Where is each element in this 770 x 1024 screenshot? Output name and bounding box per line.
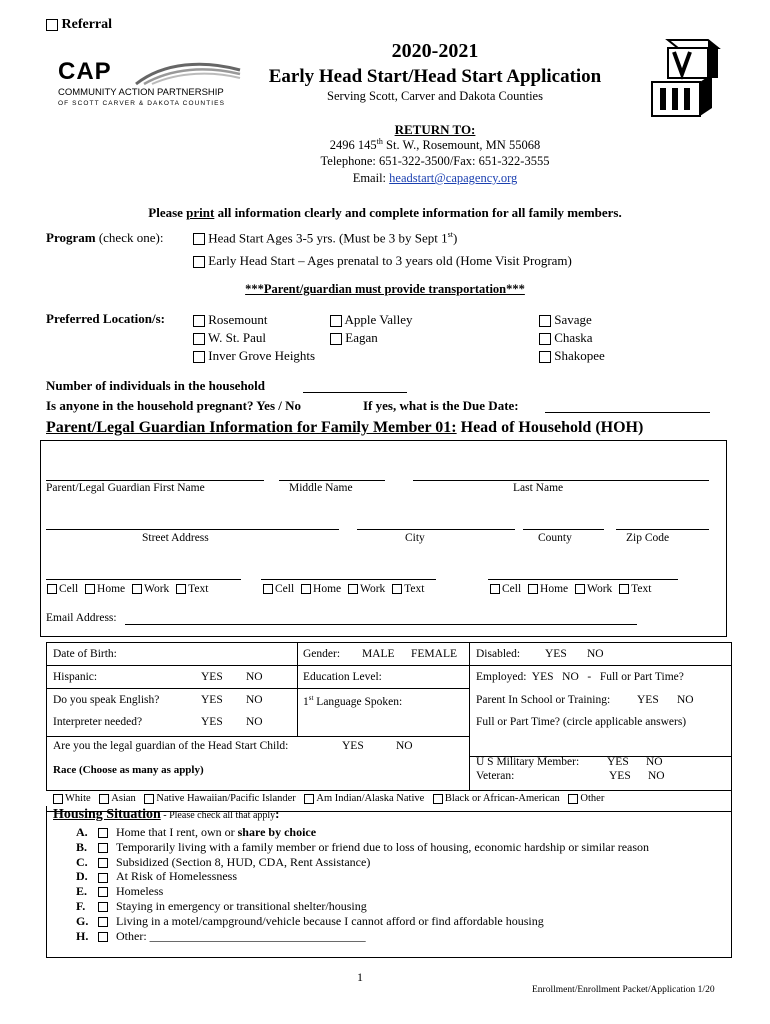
first-language-sup: st bbox=[308, 694, 314, 702]
race-hawaiian-checkbox[interactable] bbox=[144, 794, 154, 804]
zip-code-field[interactable] bbox=[616, 529, 709, 530]
location-label: Savage bbox=[554, 312, 592, 327]
location-rosemount[interactable] bbox=[193, 311, 315, 329]
housing-option-f[interactable] bbox=[76, 899, 649, 914]
housing-option-g[interactable] bbox=[76, 914, 649, 929]
housing-letter: D. bbox=[76, 869, 88, 884]
school-yes-option[interactable]: YES bbox=[637, 694, 659, 706]
phone-2-field[interactable] bbox=[261, 579, 436, 580]
email-line bbox=[220, 171, 650, 186]
full-part-time-label: Full or Part Time? (circle applicable answers) bbox=[476, 716, 687, 728]
grid-top-border bbox=[46, 642, 732, 643]
housing-text: Staying in emergency or transitional shelter/housing bbox=[116, 898, 367, 913]
housing-checkbox[interactable] bbox=[98, 902, 108, 912]
grid-divider-1 bbox=[297, 642, 298, 736]
home-checkbox[interactable] bbox=[85, 584, 95, 594]
housing-checkbox[interactable] bbox=[98, 932, 108, 942]
text-checkbox[interactable] bbox=[392, 584, 402, 594]
interpreter-label: Interpreter needed? bbox=[53, 716, 143, 728]
form-title: Early Head Start/Head Start Application bbox=[268, 66, 602, 87]
housing-text: Subsidized (Section 8, HUD, CDA, Rent Assistance) bbox=[116, 854, 371, 869]
home-label: Home bbox=[313, 583, 342, 595]
text-checkbox[interactable] bbox=[619, 584, 629, 594]
housing-checkbox[interactable] bbox=[98, 843, 108, 853]
gender-male-option[interactable]: MALE bbox=[362, 648, 395, 660]
guardian-no-option[interactable]: NO bbox=[396, 740, 413, 752]
hispanic-yes-option[interactable]: YES bbox=[201, 671, 223, 683]
veteran-label: Veteran: bbox=[476, 770, 515, 782]
disabled-no-option[interactable]: NO bbox=[587, 648, 604, 660]
race-black-checkbox[interactable] bbox=[433, 794, 443, 804]
work-label: Work bbox=[360, 583, 386, 595]
location-column-3 bbox=[539, 311, 605, 365]
section-title-main: Parent/Legal Guardian Information for Family Member 01: bbox=[46, 419, 457, 436]
housing-checkbox[interactable] bbox=[98, 858, 108, 868]
housing-checkbox[interactable] bbox=[98, 917, 108, 927]
blocks-icon bbox=[648, 38, 722, 118]
first-name-field[interactable] bbox=[46, 480, 264, 481]
instructions-pre: Please bbox=[148, 205, 187, 220]
housing-option-c[interactable] bbox=[76, 855, 649, 870]
race-white-label: White bbox=[65, 793, 91, 804]
location-checkbox[interactable] bbox=[539, 351, 551, 363]
english-no-option[interactable]: NO bbox=[246, 694, 263, 706]
cell-label: Cell bbox=[59, 583, 79, 595]
race-hawaiian-label: Native Hawaiian/Pacific Islander bbox=[156, 793, 296, 804]
employed-label: Employed: YES NO - Full or Part Time? bbox=[476, 671, 684, 683]
county-label: County bbox=[538, 532, 572, 544]
location-column-2 bbox=[330, 311, 413, 347]
instructions-print: print bbox=[186, 205, 215, 220]
location-eagan[interactable] bbox=[330, 329, 413, 347]
disabled-label: Disabled: bbox=[476, 648, 521, 660]
legal-guardian-label: Are you the legal guardian of the Head Start Child: bbox=[53, 740, 289, 752]
first-language-num: 1 bbox=[303, 695, 309, 708]
location-inver-grove-heights[interactable] bbox=[193, 347, 315, 365]
housing-letter: H. bbox=[76, 928, 89, 943]
location-label: Chaska bbox=[554, 330, 593, 345]
race-other-label: Other bbox=[580, 793, 605, 804]
program-label bbox=[46, 230, 163, 246]
head-start-label: Head Start Ages 3-5 yrs. (Must be 3 by Sept 1 bbox=[208, 230, 448, 246]
hispanic-label: Hispanic: bbox=[53, 671, 98, 683]
grid-row-line-5 bbox=[46, 790, 732, 791]
housing-option-b[interactable] bbox=[76, 840, 649, 855]
race-other-checkbox[interactable] bbox=[568, 794, 578, 804]
location-apple-valley[interactable] bbox=[330, 311, 413, 329]
guardian-yes-option[interactable]: YES bbox=[342, 740, 364, 752]
due-date-label: If yes, what is the Due Date: bbox=[363, 398, 519, 413]
middle-name-label: Middle Name bbox=[289, 482, 353, 494]
work-checkbox[interactable] bbox=[575, 584, 585, 594]
location-checkbox[interactable] bbox=[539, 315, 551, 327]
first-language-text: Language Spoken: bbox=[313, 695, 403, 708]
military-no-option[interactable]: NO bbox=[646, 756, 663, 768]
form-year: 2020-2021 bbox=[391, 40, 479, 62]
housing-checkbox[interactable] bbox=[98, 887, 108, 897]
text-checkbox[interactable] bbox=[176, 584, 186, 594]
disabled-yes-option[interactable]: YES bbox=[545, 648, 567, 660]
housing-letter: C. bbox=[76, 854, 88, 869]
gender-female-option[interactable]: FEMALE bbox=[411, 648, 457, 660]
email-address-label: Email Address: bbox=[46, 612, 117, 624]
footer-code: Enrollment/Enrollment Packet/Application 1/20 bbox=[532, 985, 715, 995]
work-label: Work bbox=[587, 583, 613, 595]
cell-checkbox[interactable] bbox=[490, 584, 500, 594]
email-link[interactable]: headstart@capagency.org bbox=[389, 171, 518, 185]
logo-wordmark: CAP bbox=[58, 58, 112, 85]
email-line-label: Email: bbox=[352, 171, 390, 185]
form-subtitle: Serving Scott, Carver and Dakota Counties bbox=[327, 89, 543, 103]
address-suffix: th bbox=[376, 137, 383, 146]
race-options bbox=[53, 793, 604, 804]
phone-2-type bbox=[263, 583, 424, 595]
home-label: Home bbox=[540, 583, 569, 595]
race-am-indian-checkbox[interactable] bbox=[304, 794, 314, 804]
telephone-fax: Telephone: 651-322-3500/Fax: 651-322-3555 bbox=[320, 154, 550, 168]
referral-label: Referral bbox=[61, 17, 113, 32]
housing-colon: : bbox=[275, 806, 280, 821]
race-asian-label: Asian bbox=[111, 793, 136, 804]
instructions-post: all information clearly and complete information for all family members. bbox=[214, 205, 622, 220]
race-asian-checkbox[interactable] bbox=[99, 794, 109, 804]
early-head-start-label: Early Head Start – Ages prenatal to 3 years old (Home Visit Program) bbox=[208, 253, 572, 268]
program-option-head-start[interactable] bbox=[193, 230, 457, 246]
housing-checkbox[interactable] bbox=[98, 828, 108, 838]
race-am-indian-label: Am Indian/Alaska Native bbox=[316, 793, 425, 804]
education-level-label: Education Level: bbox=[303, 671, 382, 683]
work-checkbox[interactable] bbox=[132, 584, 142, 594]
housing-option-a[interactable] bbox=[76, 825, 649, 840]
housing-text: At Risk of Homelessness bbox=[116, 869, 237, 884]
location-checkbox[interactable] bbox=[330, 333, 342, 345]
logo-line2: OF SCOTT CARVER & DAKOTA COUNTIES bbox=[58, 100, 226, 107]
grid-row-line-3 bbox=[46, 736, 469, 737]
grid-row-line-2 bbox=[46, 688, 469, 689]
housing-checkbox[interactable] bbox=[98, 873, 108, 883]
housing-text-bold: share by choice bbox=[237, 825, 317, 839]
city-field[interactable] bbox=[357, 529, 515, 530]
home-checkbox[interactable] bbox=[528, 584, 538, 594]
housing-text: Temporarily living with a family member or friend due to loss of housing, economic hardship or similar reason bbox=[116, 839, 650, 854]
cell-label: Cell bbox=[275, 583, 295, 595]
housing-text: Home that I rent, own or bbox=[116, 825, 238, 839]
last-name-label: Last Name bbox=[513, 482, 564, 494]
housing-option-d[interactable] bbox=[76, 869, 649, 884]
housing-option-h[interactable] bbox=[76, 929, 649, 944]
household-count-field[interactable] bbox=[303, 392, 407, 393]
address-street-number: 2496 145 bbox=[329, 138, 377, 153]
location-checkbox[interactable] bbox=[539, 333, 551, 345]
housing-text: Homeless bbox=[116, 884, 164, 899]
last-name-field[interactable] bbox=[413, 480, 709, 481]
referral-option[interactable] bbox=[46, 17, 112, 33]
interpreter-yes-option[interactable]: YES bbox=[201, 716, 223, 728]
due-date-field[interactable] bbox=[545, 412, 710, 413]
instructions bbox=[40, 205, 730, 221]
location-checkbox[interactable] bbox=[193, 333, 205, 345]
location-label: Eagan bbox=[345, 330, 378, 345]
cap-logo bbox=[56, 58, 246, 112]
address-rest: St. W., Rosemount, MN 55068 bbox=[382, 138, 541, 153]
housing-letter: G. bbox=[76, 913, 89, 928]
middle-name-field[interactable] bbox=[279, 480, 385, 481]
first-language-label bbox=[303, 694, 402, 708]
city-label: City bbox=[405, 532, 425, 544]
grid-row-line-1 bbox=[46, 665, 732, 666]
location-checkbox[interactable] bbox=[330, 315, 342, 327]
return-to-label: RETURN TO: bbox=[394, 122, 476, 137]
school-no-option[interactable]: NO bbox=[677, 694, 694, 706]
military-member-label: U S Military Member: bbox=[476, 756, 580, 768]
location-checkbox[interactable] bbox=[193, 351, 205, 363]
location-label: Rosemount bbox=[208, 312, 268, 327]
housing-letter: B. bbox=[76, 839, 88, 854]
head-start-paren: ) bbox=[452, 230, 458, 246]
race-label: Race (Choose as many as apply) bbox=[53, 764, 204, 776]
text-label: Text bbox=[404, 583, 425, 595]
location-checkbox[interactable] bbox=[193, 315, 205, 327]
section-title-hoh: Head of Household (HOH) bbox=[456, 419, 644, 436]
veteran-yes-option[interactable]: YES bbox=[609, 770, 631, 782]
location-shakopee[interactable] bbox=[539, 347, 605, 365]
street-address-label: Street Address bbox=[142, 532, 209, 544]
military-yes-option[interactable]: YES bbox=[607, 756, 629, 768]
cell-checkbox[interactable] bbox=[263, 584, 273, 594]
veteran-no-option[interactable]: NO bbox=[648, 770, 665, 782]
text-label: Text bbox=[188, 583, 209, 595]
housing-option-e[interactable] bbox=[76, 884, 649, 899]
gender-label: Gender: bbox=[303, 648, 341, 660]
interpreter-no-option[interactable]: NO bbox=[246, 716, 263, 728]
cell-checkbox[interactable] bbox=[47, 584, 57, 594]
household-count-label: Number of individuals in the household bbox=[46, 378, 266, 393]
work-label: Work bbox=[144, 583, 170, 595]
program-label-suffix: (check one): bbox=[95, 230, 164, 245]
text-label: Text bbox=[631, 583, 652, 595]
english-yes-option[interactable]: YES bbox=[201, 694, 223, 706]
transport-note bbox=[40, 282, 730, 297]
location-label: W. St. Paul bbox=[208, 330, 267, 345]
county-field[interactable] bbox=[523, 529, 604, 530]
housing-options bbox=[76, 825, 649, 943]
zip-code-label: Zip Code bbox=[626, 532, 670, 544]
early-head-start-checkbox[interactable] bbox=[193, 256, 205, 268]
home-checkbox[interactable] bbox=[301, 584, 311, 594]
phone-1-field[interactable] bbox=[46, 579, 241, 580]
location-label: Inver Grove Heights bbox=[208, 348, 316, 363]
referral-checkbox[interactable] bbox=[46, 19, 58, 31]
section-title bbox=[46, 419, 643, 437]
street-address-field[interactable] bbox=[46, 529, 339, 530]
race-black-label: Black or African-American bbox=[444, 793, 560, 804]
logo-line1: COMMUNITY ACTION PARTNERSHIP bbox=[58, 87, 224, 98]
location-savage[interactable] bbox=[539, 311, 605, 329]
housing-letter: F. bbox=[76, 898, 86, 913]
dob-label: Date of Birth: bbox=[53, 648, 117, 660]
email-address-field[interactable] bbox=[125, 624, 637, 625]
race-white-checkbox[interactable] bbox=[53, 794, 63, 804]
phone-3-field[interactable] bbox=[488, 579, 678, 580]
housing-title: Housing Situation bbox=[53, 807, 161, 822]
program-option-early-head-start[interactable] bbox=[193, 253, 572, 269]
phone-1-type bbox=[47, 583, 208, 595]
housing-title-row bbox=[53, 806, 280, 823]
housing-note: - Please check all that apply bbox=[160, 810, 276, 821]
speak-english-label: Do you speak English? bbox=[53, 694, 160, 706]
pregnant-label: Is anyone in the household pregnant? Yes / No bbox=[46, 398, 301, 413]
home-label: Home bbox=[97, 583, 126, 595]
housing-text: Other: ____________________________________ bbox=[116, 928, 366, 943]
housing-letter: A. bbox=[76, 825, 88, 839]
transport-note-text: ***Parent/guardian must provide transportation*** bbox=[245, 282, 525, 296]
location-label: Apple Valley bbox=[344, 312, 413, 327]
page-number: 1 bbox=[357, 970, 363, 984]
phone-3-type bbox=[490, 583, 651, 595]
location-w-st-paul[interactable] bbox=[193, 329, 315, 347]
program-label-bold: Program bbox=[46, 230, 96, 245]
school-training-label: Parent In School or Training: bbox=[476, 694, 611, 706]
housing-letter: E. bbox=[76, 884, 88, 899]
work-checkbox[interactable] bbox=[348, 584, 358, 594]
head-start-checkbox[interactable] bbox=[193, 233, 205, 245]
location-chaska[interactable] bbox=[539, 329, 605, 347]
hispanic-no-option[interactable]: NO bbox=[246, 671, 263, 683]
first-name-label: Parent/Legal Guardian First Name bbox=[46, 482, 205, 494]
housing-text: Living in a motel/campground/vehicle because I cannot afford or find affordable housing bbox=[116, 913, 544, 928]
preferred-location-label: Preferred Location/s: bbox=[46, 311, 166, 326]
cell-label: Cell bbox=[502, 583, 522, 595]
return-address bbox=[220, 137, 650, 153]
location-label: Shakopee bbox=[554, 348, 605, 363]
head-start-sup: st bbox=[447, 230, 453, 239]
location-column-1 bbox=[193, 311, 315, 365]
